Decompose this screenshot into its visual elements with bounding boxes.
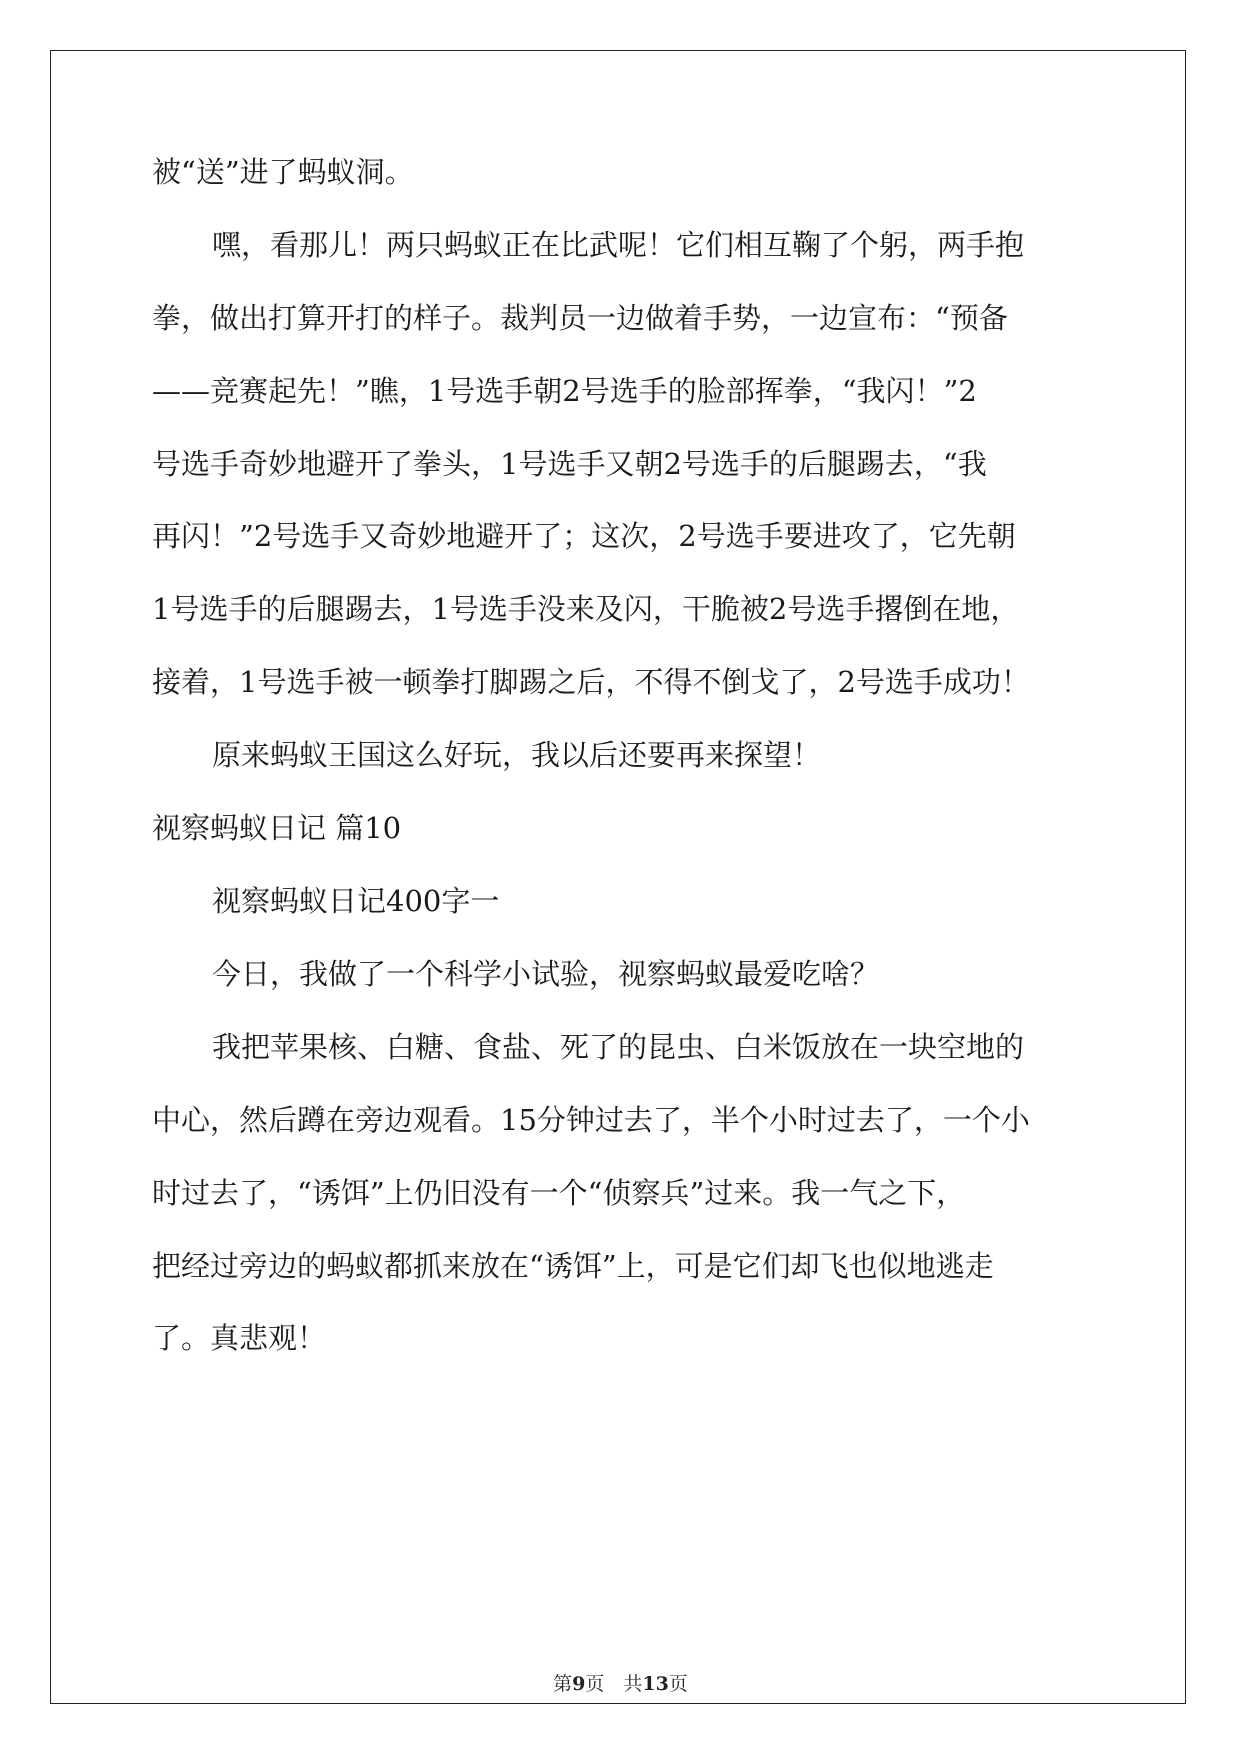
- text-line: 原来蚂蚁王国这么好玩，我以后还要再来探望！: [212, 738, 822, 772]
- text-line: 再闪！”2号选手又奇妙地避开了；这次，2号选手要进攻了，它先朝: [152, 519, 1016, 553]
- total-page-number: 13: [642, 1673, 669, 1695]
- text-line: 1号选手的后腿踢去，1号选手没来及闪，干脆被2号选手撂倒在地，: [152, 592, 1020, 626]
- text-line: 中心，然后蹲在旁边观看。15分钟过去了，半个小时过去了，一个小: [152, 1103, 1030, 1137]
- subheading: 视察蚂蚁日记400字一: [212, 884, 500, 918]
- text-line: 时过去了，“诱饵”上仍旧没有一个“侦察兵”过来。我一气之下，: [152, 1176, 966, 1210]
- text-line: 拳，做出打算开打的样子。裁判员一边做着手势，一边宣布：“预备: [152, 301, 1008, 335]
- text-line: 号选手奇妙地避开了拳头，1号选手又朝2号选手的后腿踢去，“我: [152, 447, 987, 481]
- text-line: 被“送”进了蚂蚁洞。: [152, 155, 414, 189]
- current-page-number: 9: [572, 1673, 586, 1695]
- page-footer: [0, 1672, 1241, 1696]
- text-line: 把经过旁边的蚂蚁都抓来放在“诱饵”上，可是它们却飞也似地逃走: [152, 1249, 994, 1283]
- section-heading: 视察蚂蚁日记 篇10: [152, 811, 402, 845]
- footer-prefix: 第: [553, 1673, 573, 1695]
- text-line: ——竞赛起先！”瞧，1号选手朝2号选手的脸部挥拳，“我闪！”2: [152, 374, 977, 408]
- text-line: 了。真悲观！: [152, 1321, 327, 1355]
- text-line: 嘿，看那儿！两只蚂蚁正在比武呢！它们相互鞠了个躬，两手抱: [212, 228, 1025, 262]
- text-line: 今日，我做了一个科学小试验，视察蚂蚁最爱吃啥？: [212, 957, 880, 991]
- footer-suffix: 页: [668, 1673, 688, 1695]
- text-line: 接着，1号选手被一顿拳打脚踢之后，不得不倒戈了，2号选手成功！: [152, 665, 1030, 699]
- footer-middle: 页 共: [585, 1673, 643, 1695]
- text-line: 我把苹果核、白糖、食盐、死了的昆虫、白米饭放在一块空地的: [212, 1030, 1025, 1064]
